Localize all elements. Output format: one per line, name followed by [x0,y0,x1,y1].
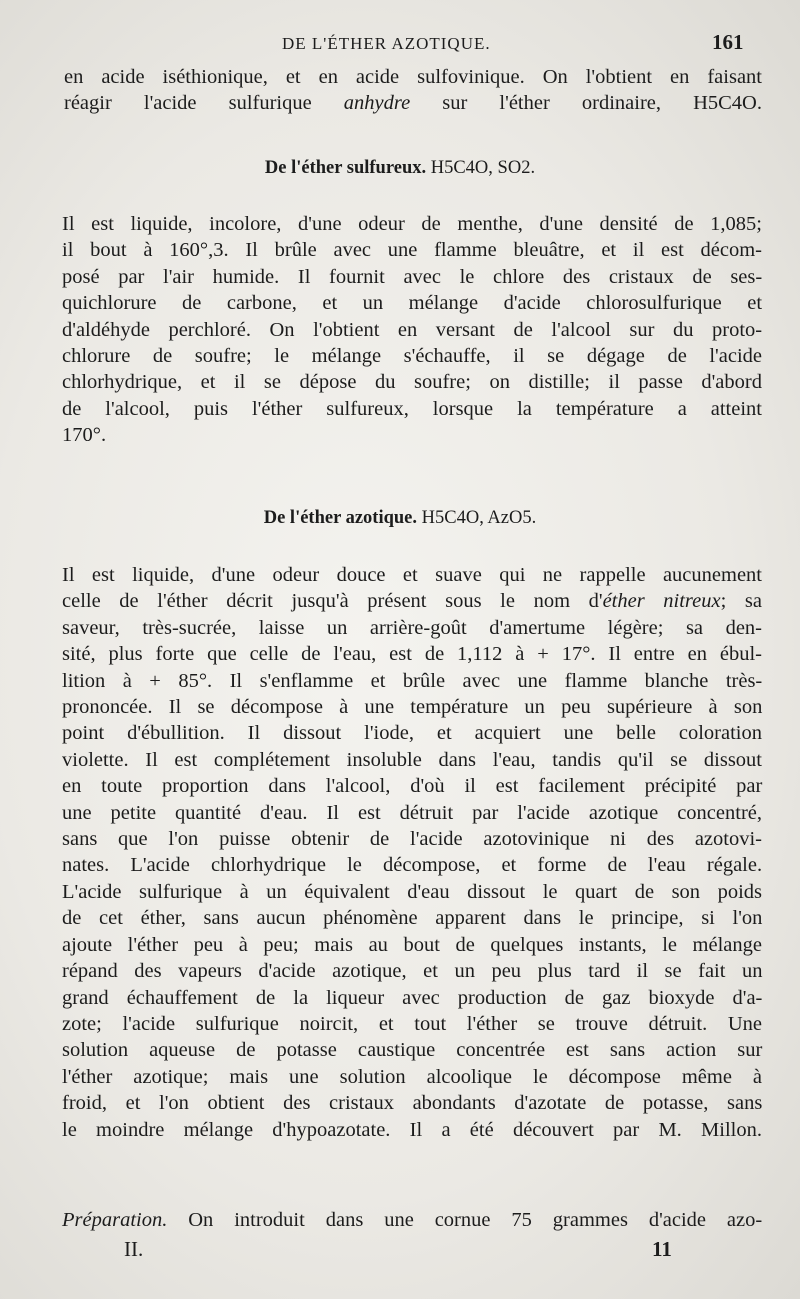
text-line: froid, et l'on obtient des cristaux abondants d'azotate de potasse, sans [62,1092,763,1115]
text-line: l'éther azotique; mais une solution alcoolique le décompose même à [62,1065,762,1088]
paragraph-ether-azotique [62,562,762,1143]
text-line: Il est liquide, d'une odeur douce et suave qui ne rappelle aucunement [62,564,762,586]
text-line: lition à + 85°. Il s'enflamme et brûle avec une flamme blanche très- [62,669,763,692]
section-heading-formula: H5C4O, AzO5. [421,508,537,528]
text-line: nates. L'acide chlorhydrique le décompose, et forme de l'eau régale. [62,854,763,877]
text-line: chlorhydrique, et il se dépose du soufre; on distille; il passe d'abord [62,371,762,394]
text-line: ajoute l'éther peu à peu; mais au bout de quelques instants, le mélange [62,933,762,956]
page-number: 161 [712,30,744,54]
text-line: sans que l'on puisse obtenir de l'acide azotovinique ni des azotovi- [62,828,762,851]
text-line: 170°. [62,424,107,447]
text-line: posé par l'air humide. Il fournit avec le chlore des cristaux de ses- [62,265,763,288]
paragraph-preparation [62,1207,762,1233]
page-footer [0,1237,800,1267]
text-line [62,1207,762,1233]
text-line: chlorure de soufre; le mélange s'échauffe, il se dégage de l'acide [62,345,762,368]
section-heading-ether-azotique [0,508,800,529]
italic-term: anhydre [343,92,411,115]
text-line: une petite quantité d'eau. Il est détruit par l'acide azotique concentré, [62,801,762,824]
volume-number: II. [124,1237,144,1261]
text-line: quichlorure de carbone, et un mélange d'acide chlorosulfurique et [62,292,763,315]
text-line: en toute proportion dans l'alcool, d'où il est facilement précipité par [62,775,763,798]
text-line: grand échauffement de la liqueur avec production de gaz bioxyde d'a- [62,986,763,1009]
section-heading-ether-sulfureux [0,158,800,179]
text-line: le moindre mélange d'hypoazotate. Il a été découvert par M. Millon. [62,1118,762,1141]
text-line: violette. Il est complétement insoluble dans l'eau, tandis qu'il se dissout [62,748,762,771]
text-line: sité, plus forte que celle de l'eau, est de 1,112 à + 17°. Il entre en ébul- [62,643,762,666]
section-heading-label: De l'éther azotique. [263,508,418,528]
intro-paragraph [64,64,762,117]
text-line: point d'ébullition. Il dissout l'iode, et acquiert une belle coloration [62,722,762,745]
preparation-text: On introduit dans une cornue 75 grammes d'acide azo- [188,1209,763,1231]
text-line: L'acide sulfurique à un équivalent d'eau dissout le quart de son poids [62,880,762,903]
section-heading-formula: H5C4O, SO2. [430,158,536,178]
section-heading-label: De l'éther sulfureux. [264,158,427,178]
text-line: de l'alcool, puis l'éther sulfureux, lorsque la température a atteint [62,397,762,420]
text-line: Il est liquide, incolore, d'une odeur de menthe, d'une densité de 1,085; [62,213,762,235]
text-line: de cet éther, sans aucun phénomène apparent dans le principe, si l'on [62,907,763,930]
text-line: réagir l'acide sulfurique anhydre sur l'éther ordinaire, H5C4O. [64,92,762,115]
running-head: DE L'ÉTHER AZOTIQUE. [282,34,491,53]
text-line: d'aldéhyde perchloré. On l'obtient en versant de l'alcool sur du proto- [62,318,763,341]
text-line: prononcée. Il se décompose à une température un peu supérieure à son [62,696,763,719]
preparation-lead: Préparation. [62,1209,168,1231]
text-line: en acide iséthionique, et en acide sulfovinique. On l'obtient en faisant [64,66,762,88]
text-line: zote; l'acide sulfurique noircit, et tout l'éther se trouve détruit. Une [62,1012,762,1035]
text-line: il bout à 160°,3. Il brûle avec une flamme bleuâtre, et il est décom- [62,239,762,262]
page-header [0,30,800,60]
text-line: celle de l'éther décrit jusqu'à présent sous le nom d'éther nitreux; sa [62,590,762,613]
text-line: saveur, très-sucrée, laisse un arrière-goût d'amertume légère; sa den- [62,616,762,639]
text-line: répand des vapeurs d'acide azotique, et un peu plus tard il se fait un [62,960,763,983]
text-line: solution aqueuse de potasse caustique concentrée est sans action sur [62,1039,763,1062]
signature-mark: 11 [652,1237,672,1261]
paragraph-ether-sulfureux [62,211,762,449]
italic-term: éther nitreux [602,590,721,613]
